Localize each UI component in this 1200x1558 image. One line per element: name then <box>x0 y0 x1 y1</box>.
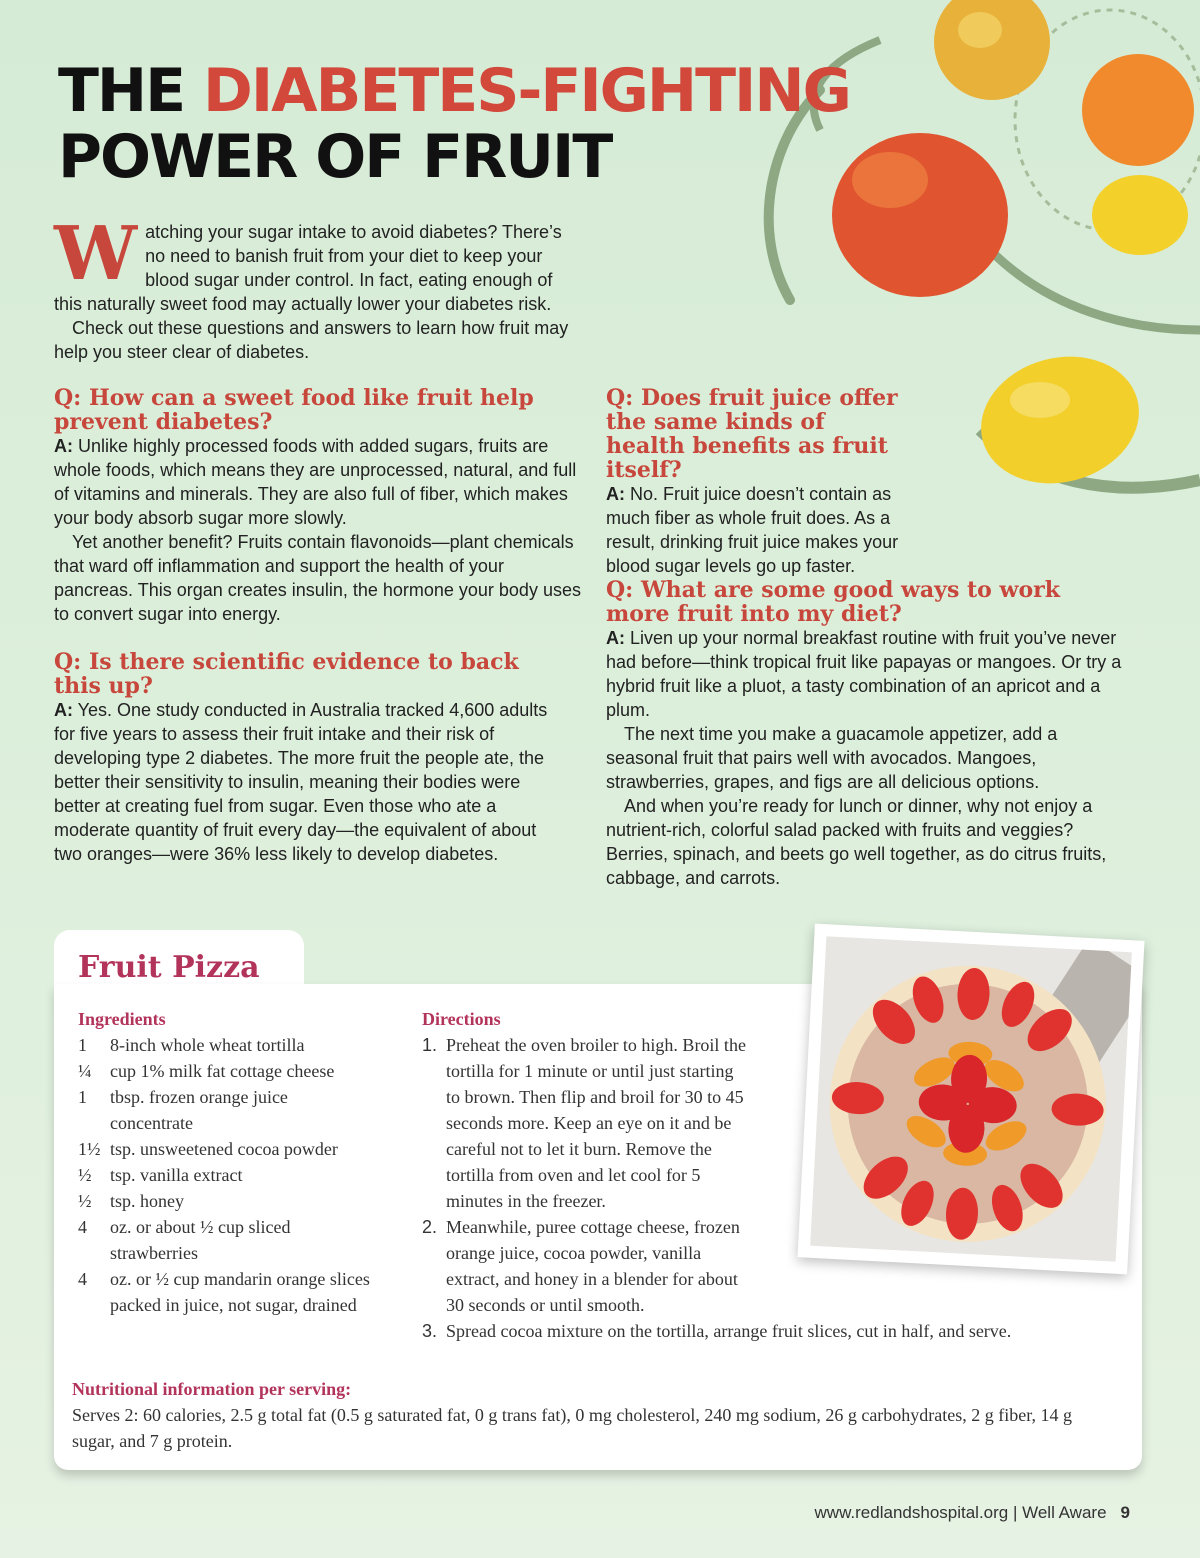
ingredient-row: 1½ tsp. unsweetened cocoa powder <box>78 1139 338 1159</box>
lemon-fruit-large <box>967 339 1154 500</box>
answer-paragraph-extra: Yet another benefit? Fruits contain flavonoids—plant chemicals that ward off inflammation and support the health of your pancreas. This organ creates insulin, the hormone your body uses to convert sugar into energy. <box>54 532 581 624</box>
answer-paragraph: A: Yes. One study conducted in Australia tracked 4,600 adults for five years to assess their fruit intake and their risk of developing type 2 diabetes. The more fruit the people ate, the better their sensitivity to insulin, meaning their bodies were better at creating fuel from sugar. Even those who ate a moderate quantity of fruit every day—the equivalent of about two oranges—were 36% less likely to develop diabetes. <box>54 700 548 864</box>
question-heading: Q: Is there scientific evidence to back this up? <box>54 649 519 699</box>
ingredients-heading: Ingredients <box>78 1009 166 1029</box>
ingredient-row: ½ tsp. vanilla extract <box>78 1165 243 1185</box>
direction-step: 2. Meanwhile, puree cottage cheese, frozen orange juice, cocoa powder, vanilla extract, and honey in a blender for about 30 seconds or until smooth. <box>422 1217 740 1315</box>
page-title <box>58 58 850 190</box>
question-heading: Q: How can a sweet food like fruit help prevent diabetes? <box>54 385 534 435</box>
page-number: 9 <box>1120 1503 1130 1522</box>
intro-section <box>54 211 584 364</box>
ingredient-row: ½ tsp. honey <box>78 1191 184 1211</box>
footer-site: www.redlandshospital.org | Well Aware <box>814 1503 1107 1522</box>
title-accent: DIABETES-FIGHTING <box>203 56 850 126</box>
direction-step: 3. Spread cocoa mixture on the tortilla, arrange fruit slices, cut in half, and serve. <box>422 1321 1012 1341</box>
qa-block-3 <box>606 386 906 578</box>
page-footer <box>815 1503 1130 1523</box>
qa-block-1 <box>54 386 584 626</box>
title-plain: THE <box>58 56 204 126</box>
fruit-pizza-photo <box>797 924 1144 1275</box>
fruit-pizza-image <box>810 936 1132 1262</box>
intro-paragraph: atching your sugar intake to avoid diabetes? There’s no need to banish fruit from your diet to keep your blood sugar under control. In fact, eating enough of this naturally sweet food may actually lower your diabetes risk. <box>54 222 562 314</box>
answer-paragraph-extra: The next time you make a guacamole appetizer, add a seasonal fruit that pairs well with avocados. Mangoes, strawberries, grapes, and figs are all delicious options. <box>606 724 1058 792</box>
directions-heading: Directions <box>422 1009 501 1029</box>
nutrition-section <box>72 1376 1112 1454</box>
answer-paragraph: A: Unlike highly processed foods with added sugars, fruits are whole foods, which means they are unprocessed, natural, and full of vitamins and minerals. They are also full of fiber, which makes your body absorb sugar more slowly. <box>54 436 577 528</box>
question-heading: Q: What are some good ways to work more fruit into my diet? <box>606 577 1060 627</box>
direction-step: 1. Preheat the oven broiler to high. Broil the tortilla for 1 minute or until just starting to brown. Then flip and broil for 30 to 45 seconds more. Keep an eye on it and be careful not to let it burn. Remove the tortilla from oven and let cool for 5 minutes in the freezer. <box>422 1035 746 1211</box>
qa-block-4 <box>606 578 1126 890</box>
intro-paragraph-2: Check out these questions and answers to learn how fruit may help you steer clear of diabetes. <box>54 318 569 362</box>
answer-paragraph: A: Liven up your normal breakfast routine with fruit you’ve never had before—think tropical fruit like papayas or mangoes. Or try a hybrid fruit like a pluot, a tasty combination of an apricot and a plum. <box>606 628 1122 720</box>
nutrition-heading: Nutritional information per serving: <box>72 1379 352 1399</box>
recipe-card <box>54 930 1142 1470</box>
ingredient-row: 4 oz. or ½ cup mandarin orange slices packed in juice, not sugar, drained <box>78 1269 370 1315</box>
nutrition-text: Serves 2: 60 calories, 2.5 g total fat (0.5 g saturated fat, 0 g trans fat), 0 mg cholesterol, 240 mg sodium, 26 g carbohydrates, 2 g fiber, 14 g sugar, and 7 g protein. <box>72 1405 1073 1451</box>
mango-fruit <box>832 133 1008 297</box>
answer-paragraph: A: No. Fruit juice doesn’t contain as much fiber as whole fruit does. As a result, drinking fruit juice makes your blood sugar levels go up faster. <box>606 484 899 576</box>
recipe-title: Fruit Pizza <box>78 950 260 985</box>
ingredient-row: 1 8-inch whole wheat tortilla <box>78 1035 305 1055</box>
ingredient-row: 4 oz. or about ½ cup sliced strawberries <box>78 1217 291 1263</box>
question-heading: Q: Does fruit juice offer the same kinds of health benefits as fruit itself? <box>606 385 898 483</box>
lemon-fruit <box>1092 175 1188 255</box>
ingredients-section <box>78 1006 418 1318</box>
ingredient-row: ¼ cup 1% milk fat cottage cheese <box>78 1061 335 1081</box>
net-bag-strap <box>990 250 1200 330</box>
orange-fruit <box>1082 54 1194 166</box>
answer-paragraph-extra: And when you’re ready for lunch or dinner, why not enjoy a nutrient-rich, colorful salad packed with fruits and veggies? Berries, spinach, and beets go well together, as do citrus fruits, cabbage, and carrots. <box>606 796 1107 888</box>
qa-block-2 <box>54 650 564 866</box>
drop-cap: W <box>54 211 138 297</box>
title-line2: POWER OF FRUIT <box>58 122 612 192</box>
ingredient-row: 1 tbsp. frozen orange juice concentrate <box>78 1087 288 1133</box>
